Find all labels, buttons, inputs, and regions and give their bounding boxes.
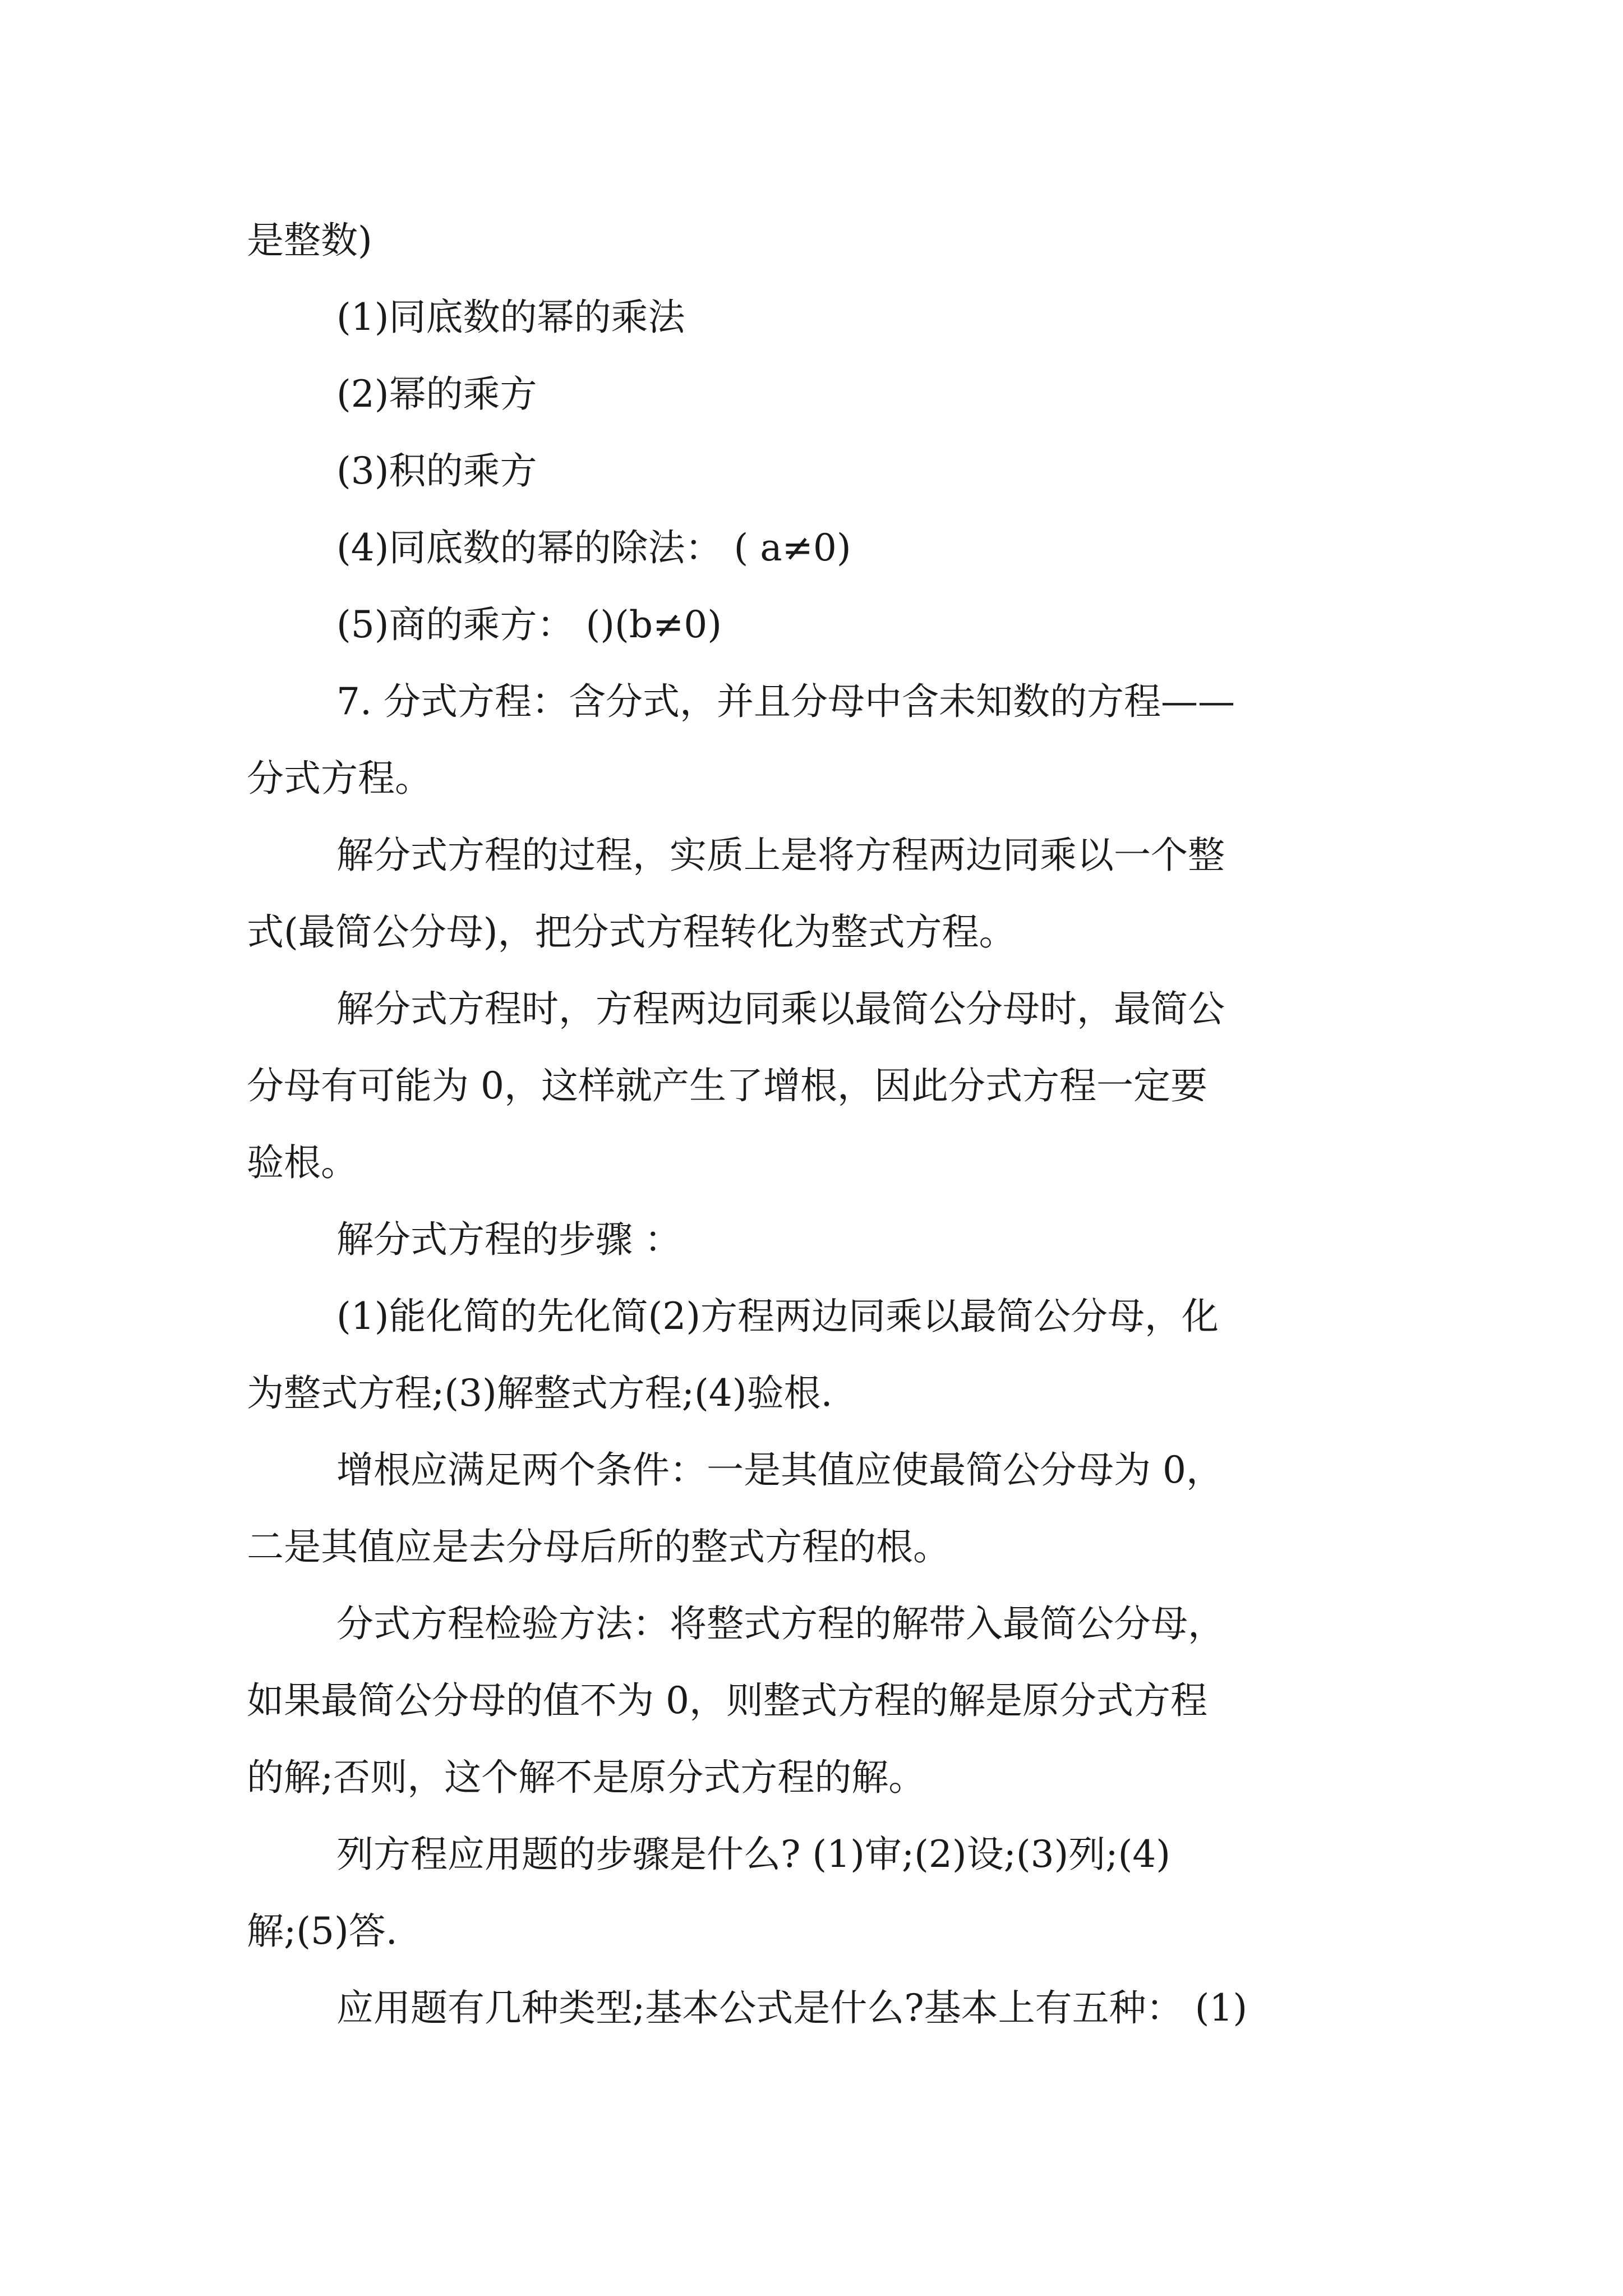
paragraph-root-line-1: 解分式方程时，方程两边同乘以最简公分母时，最简公 — [336, 987, 1225, 1030]
paragraph-check-line-3: 的解;否则，这个解不是原分式方程的解。 — [247, 1756, 926, 1799]
paragraph-steps-line-1: (1)能化简的先化简(2)方程两边同乘以最简公分母，化 — [336, 1295, 1219, 1338]
list-item-4: (4)同底数的幂的除法： ( a≠0) — [336, 526, 851, 569]
paragraph-root-line-2: 分母有可能为 0，这样就产生了增根，因此分式方程一定要 — [247, 1064, 1207, 1107]
paragraph-check-line-2: 如果最简公分母的值不为 0，则整式方程的解是原分式方程 — [247, 1679, 1207, 1722]
section-7-line-2: 分式方程。 — [247, 757, 432, 800]
list-item-1: (1)同底数的幂的乘法 — [336, 296, 685, 339]
paragraph-word-problem-line-1: 列方程应用题的步骤是什么? (1)审;(2)设;(3)列;(4) — [336, 1833, 1171, 1876]
list-item-3: (3)积的乘方 — [336, 449, 537, 493]
paragraph-extraneous-line-2: 二是其值应是去分母后所的整式方程的根。 — [247, 1525, 950, 1568]
line-continuation: 是整数) — [247, 219, 372, 262]
paragraph-root-line-3: 验根。 — [247, 1141, 358, 1184]
paragraph-types-line-1: 应用题有几种类型;基本公式是什么?基本上有五种： (1) — [336, 1986, 1248, 2030]
list-item-2: (2)幂的乘方 — [336, 372, 537, 416]
section-7-line-1: 7. 分式方程：含分式，并且分母中含未知数的方程—— — [336, 680, 1235, 723]
paragraph-steps-line-2: 为整式方程;(3)解整式方程;(4)验根. — [247, 1372, 833, 1415]
paragraph-word-problem-line-2: 解;(5)答. — [247, 1910, 398, 1953]
paragraph-extraneous-line-1: 增根应满足两个条件：一是其值应使最简公分母为 0， — [336, 1448, 1223, 1492]
paragraph-check-line-1: 分式方程检验方法：将整式方程的解带入最简公分母， — [336, 1602, 1225, 1645]
paragraph-process-line-1: 解分式方程的过程，实质上是将方程两边同乘以一个整 — [336, 834, 1225, 877]
paragraph-steps-heading: 解分式方程的步骤 ： — [336, 1218, 681, 1261]
list-item-5: (5)商的乘方： ()(b≠0) — [336, 603, 722, 646]
paragraph-process-line-2: 式(最简公分母)，把分式方程转化为整式方程。 — [247, 910, 1016, 954]
